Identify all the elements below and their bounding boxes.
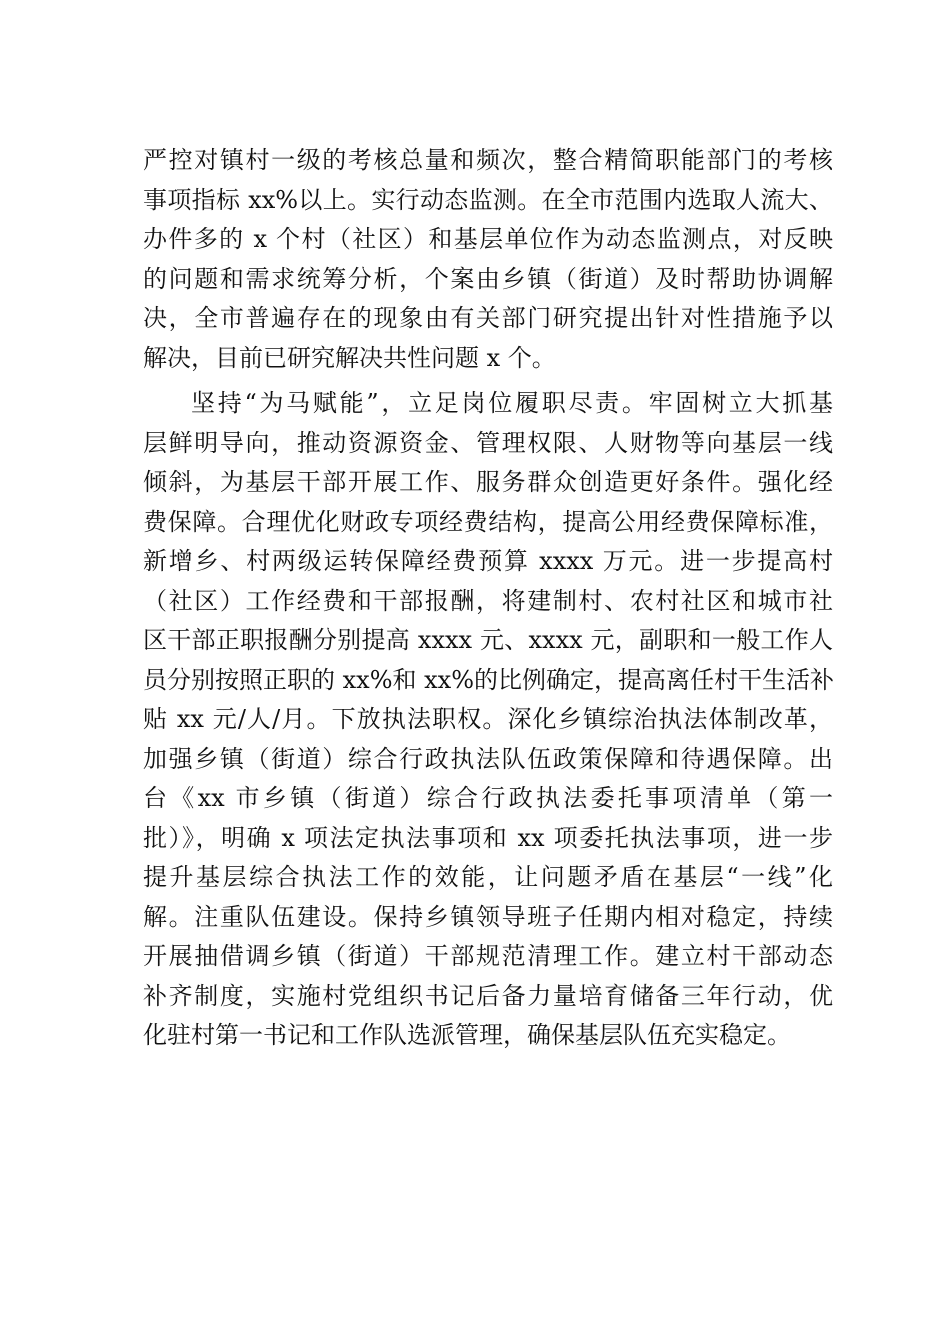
text-line: 台《xx 市乡镇（街道）综合行政执法委托事项清单（第一 <box>143 784 833 812</box>
text-line: 开展抽借调乡镇（街道）干部规范清理工作。建立村干部动态 <box>143 942 833 970</box>
text-line: （社区）工作经费和干部报酬，将建制村、农村社区和城市社 <box>143 586 833 615</box>
text-line: 加强乡镇（街道）综合行政执法队伍政策保障和待遇保障。出 <box>143 744 833 773</box>
text-line: 严控对镇村一级的考核总量和频次，整合精简职能部门的考核 <box>143 146 833 174</box>
text-line: 员分别按照正职的 xx%和 xx%的比例确定，提高离任村干生活补 <box>143 665 835 694</box>
paragraph-2 <box>143 384 833 1056</box>
text-line: 的问题和需求统筹分析，个案由乡镇（街道）及时帮助协调解 <box>143 264 833 293</box>
text-line: 倾斜，为基层干部开展工作、服务群众创造更好条件。强化经 <box>143 468 833 496</box>
text-line: 事项指标 xx%以上。实行动态监测。在全市范围内选取人流大、 <box>143 185 833 214</box>
text-line: 批）》，明确 x 项法定执法事项和 xx 项委托执法事项，进一步 <box>143 823 833 852</box>
text-line: 解。注重队伍建设。保持乡镇领导班子任期内相对稳定，持续 <box>143 902 833 931</box>
text-line: 补齐制度，实施村党组织书记后备力量培育储备三年行动，优 <box>143 981 833 1010</box>
body-text <box>143 141 833 1056</box>
text-line: 新增乡、村两级运转保障经费预算 xxxx 万元。进一步提高村 <box>143 547 833 575</box>
text-line: 办件多的 x 个村（社区）和基层单位作为动态监测点，对反映 <box>143 225 833 253</box>
text-line: 解决，目前已研究解决共性问题 x 个。 <box>143 343 556 372</box>
text-line: 决，全市普遍存在的现象由有关部门研究提出针对性措施予以 <box>143 304 833 332</box>
text-line: 贴 xx 元/人/月。下放执法职权。深化乡镇综治执法体制改革， <box>143 705 833 733</box>
paragraph-1 <box>143 141 833 378</box>
text-line: 层鲜明导向，推动资源资金、管理权限、人财物等向基层一线 <box>143 428 833 457</box>
text-line-indented: 坚持“为马赋能”，立足岗位履职尽责。牢固树立大抓基 <box>191 389 833 417</box>
text-line: 提升基层综合执法工作的效能，让问题矛盾在基层“一线”化 <box>143 863 833 891</box>
text-line: 化驻村第一书记和工作队选派管理，确保基层队伍充实稳定。 <box>143 1021 791 1049</box>
text-line: 区干部正职报酬分别提高 xxxx 元、xxxx 元，副职和一般工作人 <box>143 626 833 654</box>
text-line: 费保障。合理优化财政专项经费结构，提高公用经费保障标准， <box>143 507 833 536</box>
